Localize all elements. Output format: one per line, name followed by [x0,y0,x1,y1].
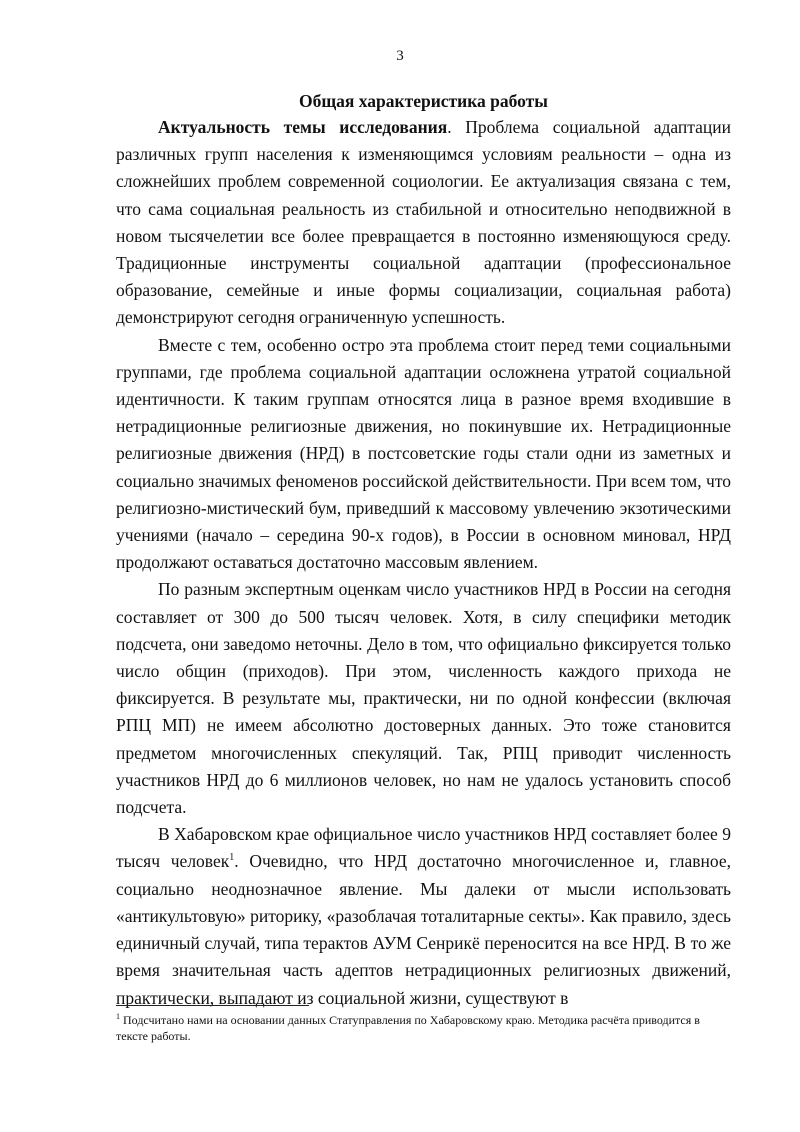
paragraph-text: . Проблема социальной адаптации различных групп населения к изменяющимся условиям реальности – одна из сложнейших проблем современной социологии. Ее актуализация связана с тем, что сама социальная реальность из стабильной и относительно неподвижной в новом тысячелетии все более превращается в постоянно изменяющуюся среду. Традиционные инструменты социальной адаптации (профессиональное образование, семейные и иные формы социализации, социальная работа) демонстрируют сегодня ограниченную успешность. [116,117,732,328]
footnote-separator [116,1005,309,1006]
footnote-mark: 1 [116,1012,120,1021]
paragraph: По разным экспертным оценкам число участников НРД в России на сегодня составляет от 300 до 500 тысяч человек. Хотя, в силу специфики методик подсчета, они заведомо неточны. Дело в том, что официально фиксируется только число общин (приходов). При этом, численность каждого прихода не фиксируется. В результате мы, практически, ни по одной конфессии (включая РПЦ МП) не имеем абсолютно достоверных данных. Это тоже становится предметом многочисленных спекуляций. Так, РПЦ приводит численность участников НРД до 6 миллионов человек, но нам не удалось установить способ подсчета. [116,579,731,818]
footnote-text: Подсчитано нами на основании данных Статуправления по Хабаровскому краю. Методика расчёта приводится в тексте работы. [116,1013,700,1043]
paragraph-text: . Очевидно, что НРД достаточно многочисленное и, главное, социально неоднозначное явление. Мы далеки от мысли использовать «антикультовую» риторику, «разоблачая тоталитарные секты». Как правило, здесь единичный случай, типа терактов АУМ Сенрикё переносится на все НРД. В то же время значительная часть адептов нетрадиционных религиозных движений, практически, выпадают из социальной жизни, существуют в [116,851,731,1008]
section-heading: Общая характеристика работы [299,91,548,111]
body-text [116,114,731,1012]
footnote [116,1012,731,1044]
paragraph [116,821,731,1011]
paragraph-lead: Актуальность темы исследования [158,117,448,137]
footnote-reference[interactable]: 1 [229,852,235,864]
page-number: 3 [396,48,404,64]
paragraph [116,114,731,332]
paragraph: Вместе с тем, особенно остро эта проблема стоит перед теми социальными группами, где проблема социальной адаптации осложнена утратой социальной идентичности. К таким группам относятся лица в разное время входившие в нетрадиционные религиозные движения, но покинувшие их. Нетрадиционные религиозные движения (НРД) в постсоветские годы стали одни из заметных и социально значимых феноменов российской действительности. При всем том, что религиозно-мистический бум, приведший к массовому увлечению экзотическими учениями (начало – середина 90-х годов), в России в основном миновал, НРД продолжают оставаться достаточно массовым явлением. [116,334,731,573]
paragraph-text: В Хабаровском крае официальное число участников НРД составляет более 9 тысяч человек [116,824,731,872]
